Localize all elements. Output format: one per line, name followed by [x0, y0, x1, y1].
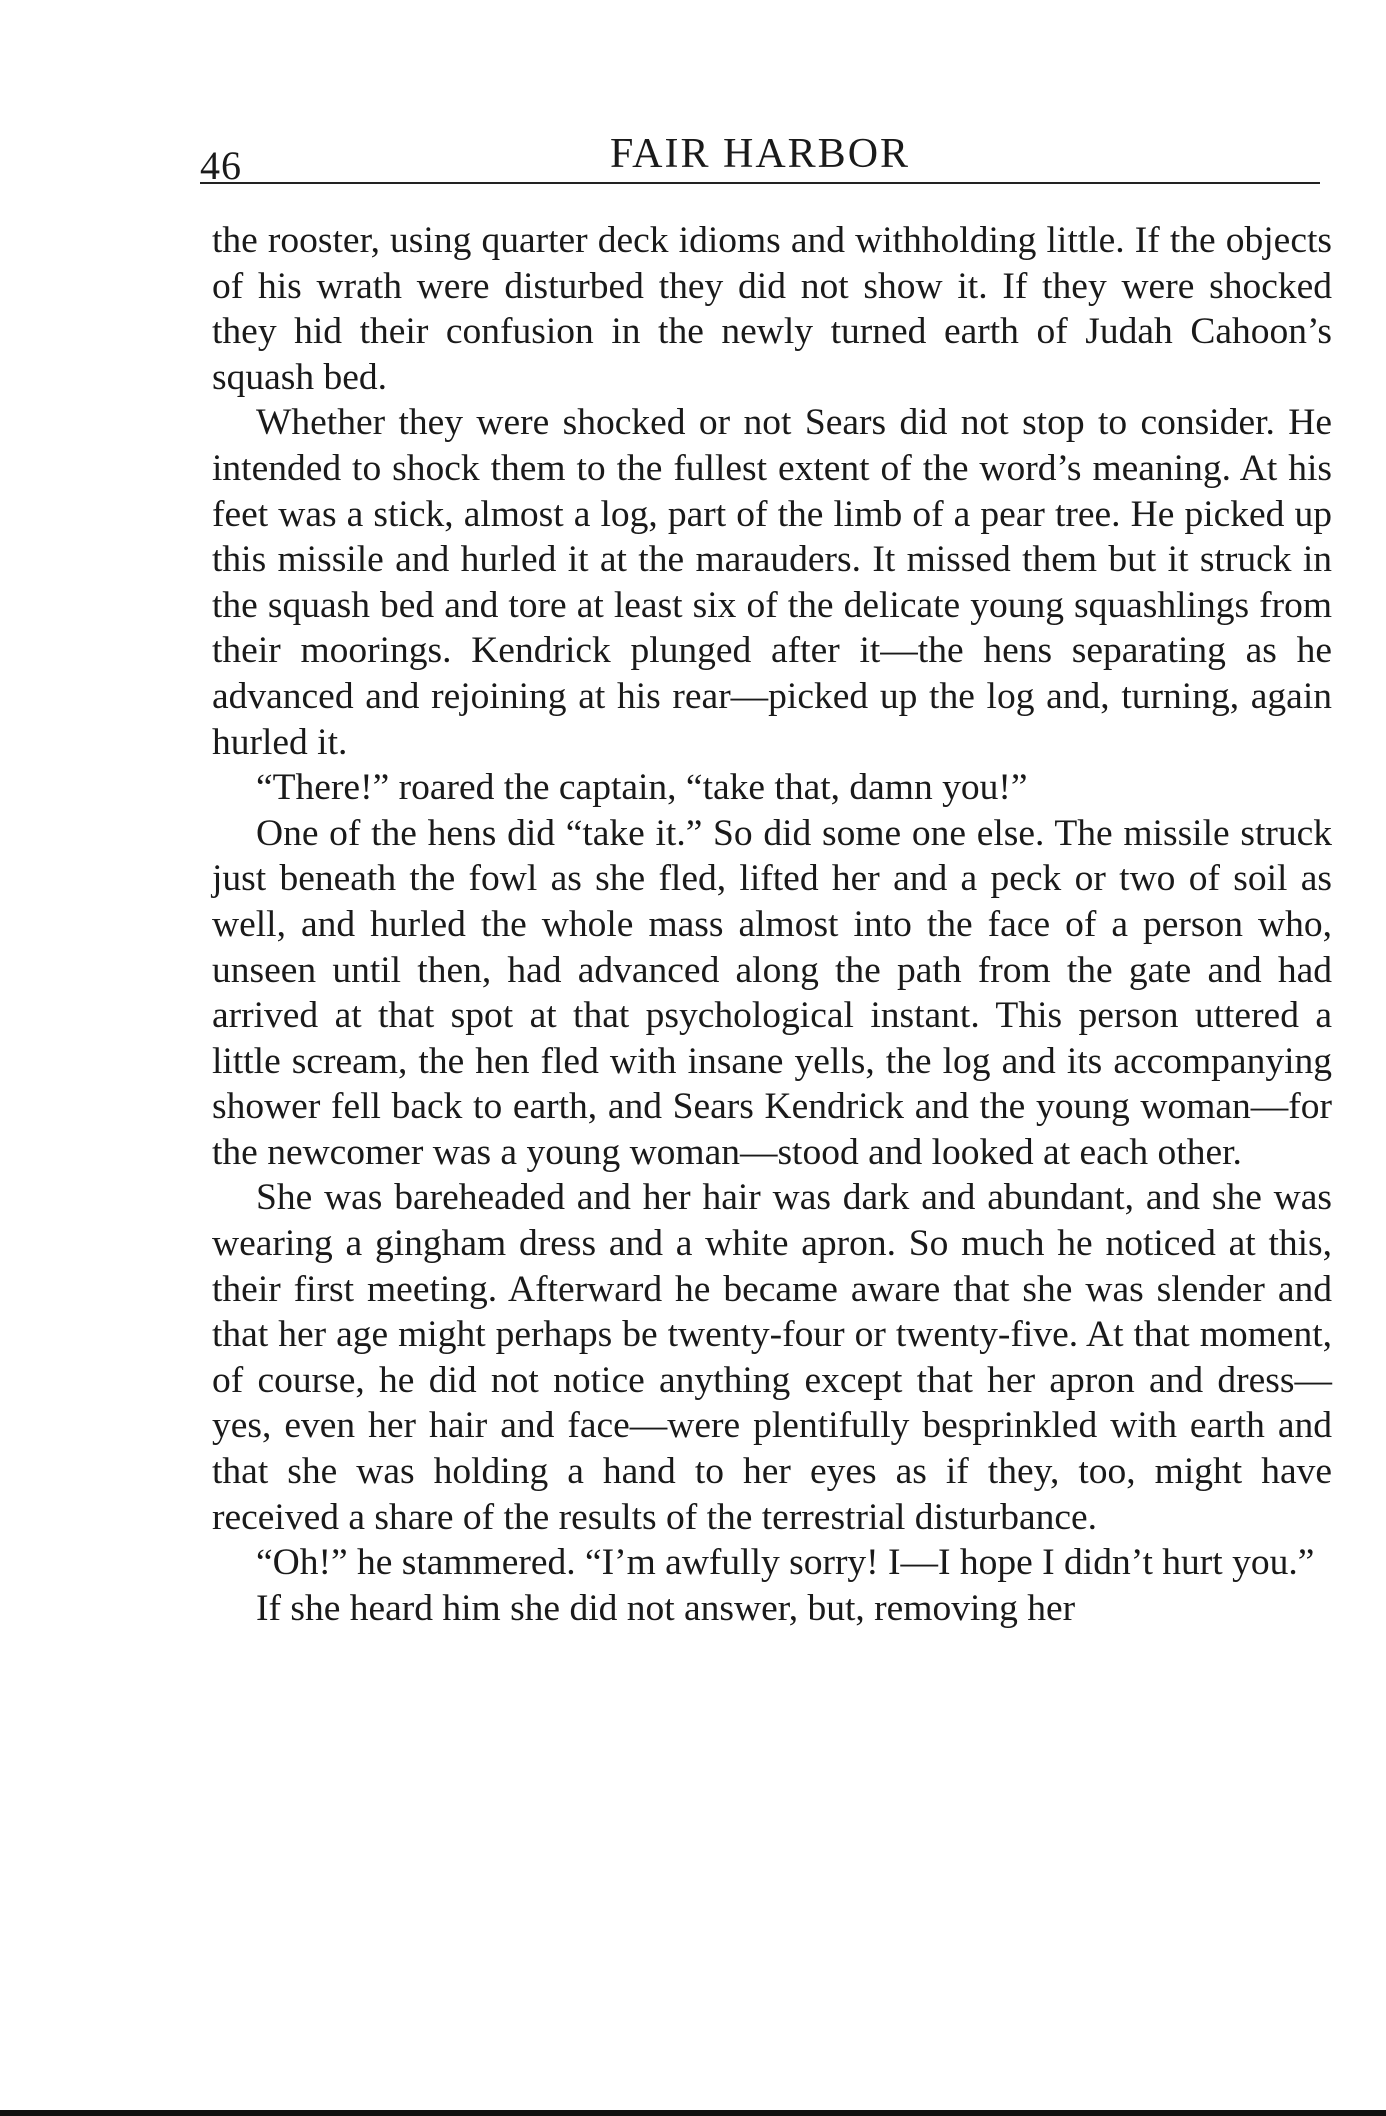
running-head [200, 122, 1320, 188]
paragraph: “Oh!” he stammered. “I’m awfully sorry! I—I hope I didn’t hurt you.” [256, 1542, 1315, 1584]
paragraph: the rooster, using quarter deck idioms and withholding little. If the objects of his wrath were disturbed they did not show it. If they were shocked they hid their confusion in the newly turned earth of Judah Cahoon’s squash bed. [212, 220, 1332, 398]
paragraph: She was bareheaded and her hair was dark and abundant, and she was wearing a gingham dress and a white apron. So much he noticed at this, their first meeting. Afterward he became aware that she was slender and that her age might perhaps be twenty-four or twenty-five. At that moment, of course, he did not notice anything except that her apron and dress—yes, even her hair and face—were plentifully besprinkled with earth and that she was holding a hand to her eyes as if they, too, might have received a share of the results of the terrestrial disturbance. [212, 1177, 1332, 1538]
paragraph: If she heard him she did not answer, but, removing her [256, 1587, 1076, 1629]
running-title: FAIR HARBOR [609, 131, 911, 177]
body-text [212, 218, 1332, 1631]
paragraph: Whether they were shocked or not Sears did not stop to consider. He intended to shock them to the fullest extent of the word’s meaning. At his feet was a stick, almost a log, part of the limb of a pear tree. He picked up this missile and hurled it at the marauders. It missed them but it struck in the squash bed and tore at least six of the delicate young squashlings from their moorings. Kendrick plunged after it—the hens separating as he advanced and rejoining at his rear—picked up the log and, turning, again hurled it. [212, 402, 1332, 763]
paragraph: One of the hens did “take it.” So did some one else. The missile struck just beneath the fowl as she fled, lifted her and a peck or two of soil as well, and hurled the whole mass almost into the face of a person who, unseen until then, had advanced along the path from the gate and had arrived at that spot at that psychological instant. This person uttered a little scream, the hen fled with insane yells, the log and its accompanying shower fell back to earth, and Sears Kendrick and the young woman—for the newcomer was a young woman—stood and looked at each other. [212, 812, 1332, 1173]
page-number: 46 [200, 143, 242, 188]
paragraph: “There!” roared the captain, “take that, damn you!” [256, 767, 1028, 809]
scan-edge [0, 2110, 1386, 2116]
header-rule [200, 182, 1320, 184]
